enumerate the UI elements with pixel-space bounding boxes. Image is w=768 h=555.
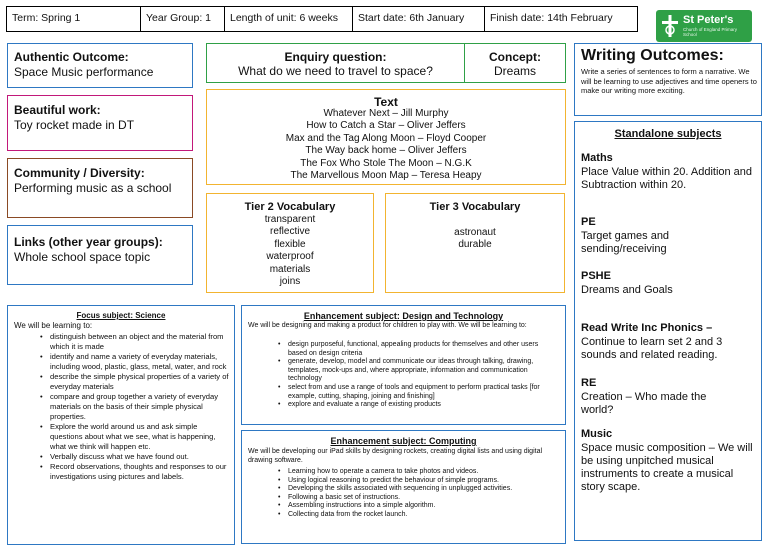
- links-label: Links (other year groups):: [14, 235, 163, 249]
- authentic-outcome-value: Space Music performance: [14, 65, 154, 79]
- science-title: Focus subject: Science: [76, 311, 166, 320]
- tier3-word: durable: [458, 239, 492, 251]
- pe-text: Target games and sending/receiving: [581, 230, 670, 255]
- science-item: • Explore the world around us and ask simple questions about what we see, what is happening, what we think will happen etc.: [50, 422, 230, 452]
- maths-label: Maths: [581, 152, 613, 164]
- pshe-label: PSHE: [581, 270, 611, 282]
- tier3-list: [386, 227, 564, 252]
- dt-title: Enhancement subject: Design and Technology: [303, 311, 504, 321]
- enquiry-label: Enquiry question:: [284, 50, 387, 64]
- dt-item: • select from and use a range of tools and equipment to perform practical tasks [for example, cutting, shaping, joining and finishing]: [288, 384, 558, 401]
- pe-label: PE: [581, 216, 596, 228]
- dt-intro: We will be designing and making a product for children to play with. We will be learning to:: [248, 322, 527, 329]
- computing-item: • Learning how to operate a camera to take photos and videos.: [288, 468, 538, 477]
- dt-item: • explore and evaluate a range of existing products: [288, 401, 558, 410]
- computing-title: Enhancement subject: Computing: [330, 436, 477, 446]
- text-list: [207, 108, 565, 182]
- maths-text: Place Value within 20. Addition and Subtraction within 20.: [581, 166, 753, 191]
- phonics-text: Continue to learn set 2 and 3 sounds and related reading.: [581, 336, 723, 361]
- standalone-subjects-box: [574, 121, 762, 541]
- writing-outcomes-title: Writing Outcomes:: [581, 47, 724, 64]
- science-box: [7, 305, 235, 545]
- tier2-word: flexible: [274, 238, 306, 250]
- tier3-word: astronaut: [454, 227, 496, 238]
- concept-value: Dreams: [493, 64, 536, 78]
- science-item: • distinguish between an object and the material from which it is made: [50, 332, 230, 352]
- links-value: Whole school space topic: [14, 250, 151, 264]
- computing-item: • Developing the skills associated with sequencing in unplugged activities.: [288, 485, 538, 494]
- community-label: Community / Diversity:: [14, 166, 145, 180]
- text-item: The Fox Who Stole The Moon – N.G.K: [300, 157, 472, 169]
- text-item: The Marvellous Moon Map – Teresa Heapy: [290, 170, 482, 182]
- header-year-group: Year Group: 1: [140, 6, 224, 32]
- header-start-date: Start date: 6th January: [352, 6, 484, 32]
- music-label: Music: [581, 428, 613, 440]
- text-item: Whatever Next – Jill Murphy: [323, 108, 449, 119]
- science-item: • Verbally discuss what we have found out.: [50, 452, 230, 462]
- header-length: Length of unit: 6 weeks: [224, 6, 352, 32]
- music-text: Space music composition – We will be using unpitched musical instruments to create a musical story scape.: [581, 442, 753, 493]
- writing-outcomes-box: [574, 43, 762, 116]
- computing-item: • Using logical reasoning to predict the behaviour of simple programs.: [288, 477, 538, 486]
- science-item: • describe the simple physical properties of a variety of everyday materials: [50, 372, 230, 392]
- standalone-title: Standalone subjects: [614, 128, 722, 140]
- beautiful-work-box: [7, 95, 193, 151]
- tier2-vocabulary-box: [206, 193, 374, 293]
- dt-list: [288, 341, 558, 410]
- tier2-word: joins: [279, 276, 301, 288]
- computing-box: [241, 430, 566, 544]
- tier2-list: [207, 214, 373, 288]
- enquiry-box: [206, 43, 566, 83]
- writing-outcomes-text: Write a series of sentences to form a narrative. We will be learning to use adjectives and time openers to make our writing more exciting.: [581, 67, 757, 96]
- text-box-title: Text: [374, 95, 398, 109]
- header-term: Term: Spring 1: [6, 6, 140, 32]
- re-text: Creation – Who made the world?: [581, 391, 707, 416]
- tier2-word: materials: [269, 263, 311, 275]
- enquiry-question: What do we need to travel to space?: [238, 64, 433, 78]
- computing-item: • Assembling instructions into a simple algorithm.: [288, 502, 538, 511]
- text-box: [206, 89, 566, 185]
- links-box: [7, 225, 193, 285]
- dt-item: • generate, develop, model and communicate our ideas through talking, drawing, templates, mock-ups and, where appropriate, information and communication technology: [288, 358, 558, 384]
- science-item: • compare and group together a variety of everyday materials on the basis of their simple physical properties.: [50, 392, 230, 422]
- dt-item: • design purposeful, functional, appealing products for themselves and other users based on design criteria: [288, 341, 558, 358]
- tier2-title: Tier 2 Vocabulary: [244, 201, 336, 213]
- computing-item: • Following a basic set of instructions.: [288, 494, 538, 503]
- logo-subtitle: Church of England Primary School: [683, 27, 738, 37]
- community-value: Performing music as a school: [14, 181, 172, 195]
- beautiful-work-value: Toy rocket made in DT: [14, 118, 135, 132]
- beautiful-work-label: Beautiful work:: [14, 103, 101, 117]
- science-item: • identify and name a variety of everyday materials, including wood, plastic, glass, metal, water, and rock: [50, 352, 230, 372]
- tier3-vocabulary-box: [385, 193, 565, 293]
- science-item: • Record observations, thoughts and responses to our investigations using pictures and labels.: [50, 462, 230, 482]
- computing-intro: We will be developing our iPad skills by designing rockets, creating digital lists and using digital drawing software.: [248, 448, 543, 464]
- church-logo-icon: [661, 15, 679, 37]
- tier3-title: Tier 3 Vocabulary: [429, 201, 521, 213]
- tier2-word: waterproof: [266, 251, 314, 263]
- computing-list: [288, 468, 538, 520]
- science-list: [50, 332, 230, 482]
- science-intro: We will be learning to:: [14, 321, 93, 330]
- computing-item: • Collecting data from the rocket launch.: [288, 511, 538, 520]
- header-finish-date: Finish date: 14th February: [484, 6, 638, 32]
- school-logo: [656, 10, 752, 42]
- design-technology-box: [241, 305, 566, 425]
- logo-name: St Peter's: [683, 14, 734, 26]
- phonics-label: Read Write Inc Phonics –: [581, 322, 713, 334]
- text-item: The Way back home – Oliver Jeffers: [305, 145, 467, 157]
- tier2-word: reflective: [269, 226, 310, 238]
- community-box: [7, 158, 193, 218]
- authentic-outcome-label: Authentic Outcome:: [14, 50, 129, 64]
- concept-label: Concept:: [489, 50, 541, 64]
- enquiry-cell: [207, 44, 465, 82]
- text-item: Max and the Tag Along Moon – Floyd Cooper: [285, 132, 487, 144]
- re-label: RE: [581, 377, 597, 389]
- tier2-word: transparent: [264, 214, 316, 225]
- pshe-text: Dreams and Goals: [581, 284, 673, 296]
- text-item: How to Catch a Star – Oliver Jeffers: [306, 120, 466, 132]
- authentic-outcome-box: [7, 43, 193, 88]
